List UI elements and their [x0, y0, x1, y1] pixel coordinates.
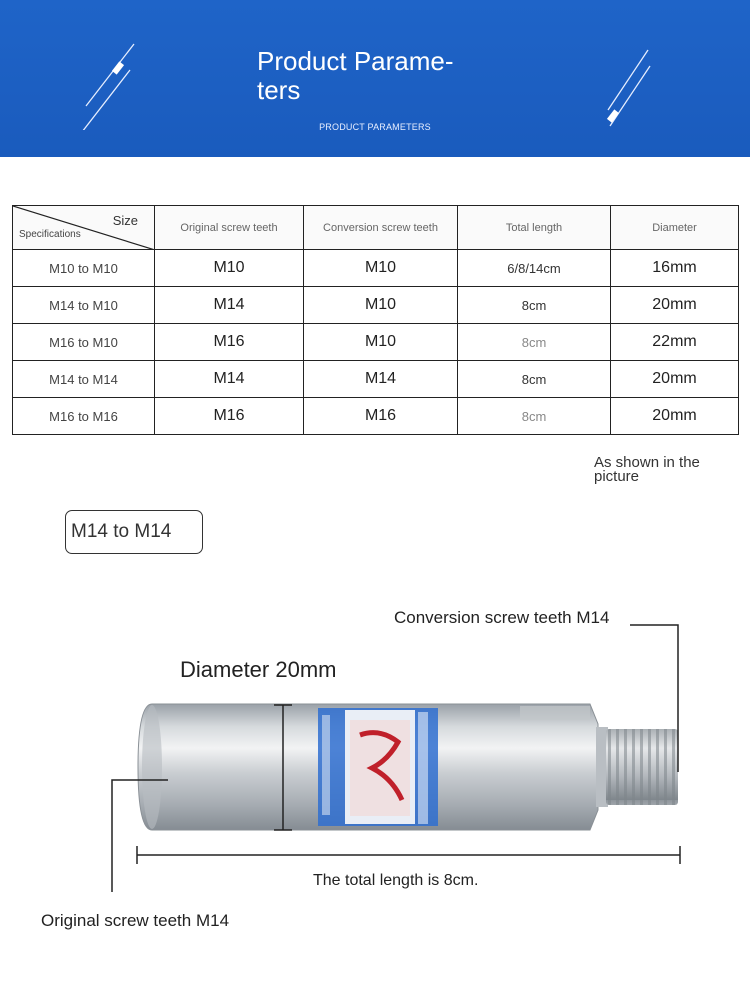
model-label: M14 to M14 [65, 510, 203, 554]
cell-original: M16 [155, 324, 304, 361]
title-line-1: Product Parame- [257, 46, 454, 76]
cell-conversion: M14 [304, 361, 458, 398]
cell-spec: M14 to M14 [13, 361, 155, 398]
picture-note: As shown in the picture [594, 454, 700, 485]
cell-spec: M16 to M10 [13, 324, 155, 361]
cell-diameter: 20mm [611, 398, 739, 435]
cell-length: 8cm [458, 324, 611, 361]
cell-length: 8cm [458, 398, 611, 435]
cell-diameter: 20mm [611, 287, 739, 324]
cell-diameter: 16mm [611, 250, 739, 287]
original-teeth-label: Original screw teeth M14 [41, 911, 230, 930]
cell-original: M16 [155, 398, 304, 435]
cell-conversion: M10 [304, 287, 458, 324]
cell-conversion: M10 [304, 250, 458, 287]
cell-spec: M16 to M16 [13, 398, 155, 435]
threaded-end [596, 727, 678, 807]
cell-original: M14 [155, 361, 304, 398]
cell-original: M10 [155, 250, 304, 287]
brand-sticker [318, 708, 438, 826]
cell-diameter: 22mm [611, 324, 739, 361]
diameter-label: Diameter 20mm [180, 657, 337, 682]
cell-original: M14 [155, 287, 304, 324]
page-subtitle: PRODUCT PARAMETERS [319, 122, 431, 132]
header-specifications: Specifications [19, 229, 81, 240]
cell-spec: M10 to M10 [13, 250, 155, 287]
conversion-teeth-label: Conversion screw teeth M14 [394, 608, 610, 627]
cell-conversion: M16 [304, 398, 458, 435]
cell-length: 8cm [458, 287, 611, 324]
column-header-original: Original screw teeth [155, 206, 304, 250]
cell-diameter: 20mm [611, 361, 739, 398]
column-header-diameter: Diameter [611, 206, 739, 250]
cell-length: 6/8/14cm [458, 250, 611, 287]
title-line-2: ters [257, 75, 301, 105]
cell-conversion: M10 [304, 324, 458, 361]
cell-length: 8cm [458, 361, 611, 398]
header-size: Size [112, 213, 138, 228]
column-header-conversion: Conversion screw teeth [304, 206, 458, 250]
cell-spec: M14 to M10 [13, 287, 155, 324]
column-header-length: Total length [458, 206, 611, 250]
total-length-label: The total length is 8cm. [313, 872, 479, 889]
